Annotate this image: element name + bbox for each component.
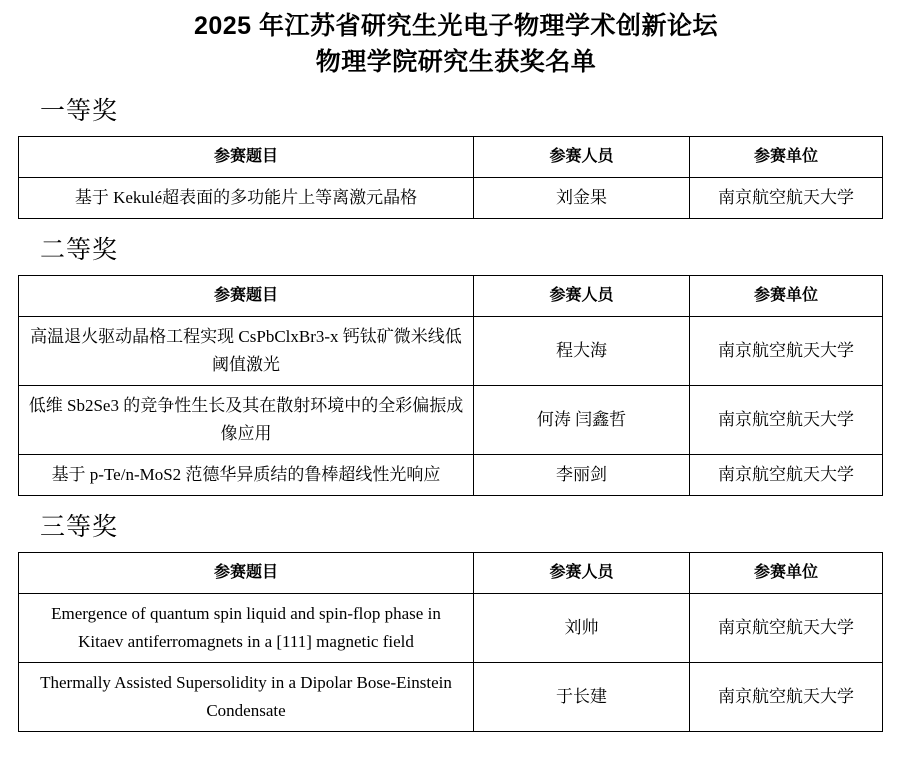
table-header-row xyxy=(19,276,883,317)
column-header-unit: 参赛单位 xyxy=(690,553,883,594)
table-header-row xyxy=(19,137,883,178)
cell-person: 李丽剑 xyxy=(474,455,690,496)
column-header-title: 参赛题目 xyxy=(19,276,474,317)
table-header-row xyxy=(19,553,883,594)
award-table-second-prize xyxy=(18,275,883,496)
table-wrapper-second-prize xyxy=(18,275,894,496)
column-header-title: 参赛题目 xyxy=(19,137,474,178)
award-table-third-prize xyxy=(18,552,883,732)
table-row xyxy=(19,317,883,386)
cell-unit: 南京航空航天大学 xyxy=(690,455,883,496)
cell-person: 于长建 xyxy=(474,663,690,732)
cell-unit: 南京航空航天大学 xyxy=(690,178,883,219)
cell-person: 程大海 xyxy=(474,317,690,386)
cell-person: 何涛 闫鑫哲 xyxy=(474,386,690,455)
cell-title: 低维 Sb2Se3 的竞争性生长及其在散射环境中的全彩偏振成像应用 xyxy=(19,386,474,455)
cell-person: 刘帅 xyxy=(474,594,690,663)
page-title-line-1: 2025 年江苏省研究生光电子物理学术创新论坛 xyxy=(193,12,719,40)
cell-unit: 南京航空航天大学 xyxy=(690,663,883,732)
table-wrapper-third-prize xyxy=(18,552,894,732)
table-row xyxy=(19,663,883,732)
cell-unit: 南京航空航天大学 xyxy=(690,386,883,455)
cell-title: Emergence of quantum spin liquid and spin-flop phase in Kitaev antiferromagnets in a [111] magnetic field xyxy=(19,594,474,663)
column-header-unit: 参赛单位 xyxy=(690,137,883,178)
cell-title: 基于 p-Te/n-MoS2 范德华异质结的鲁棒超线性光响应 xyxy=(19,455,474,496)
column-header-title: 参赛题目 xyxy=(19,553,474,594)
column-header-person: 参赛人员 xyxy=(474,553,690,594)
cell-unit: 南京航空航天大学 xyxy=(690,594,883,663)
cell-title: 基于 Kekulé超表面的多功能片上等离激元晶格 xyxy=(19,178,474,219)
table-wrapper-first-prize xyxy=(18,136,894,219)
column-header-unit: 参赛单位 xyxy=(690,276,883,317)
section-heading-second-prize: 二等奖 xyxy=(40,236,119,264)
award-table-first-prize xyxy=(18,136,883,219)
table-row xyxy=(19,386,883,455)
section-heading-third-prize: 三等奖 xyxy=(40,513,119,541)
cell-title: Thermally Assisted Supersolidity in a Dipolar Bose-Einstein Condensate xyxy=(19,663,474,732)
table-row xyxy=(19,178,883,219)
cell-title: 高温退火驱动晶格工程实现 CsPbClxBr3-x 钙钛矿微米线低阈值激光 xyxy=(19,317,474,386)
cell-unit: 南京航空航天大学 xyxy=(690,317,883,386)
page-title-line-2: 物理学院研究生获奖名单 xyxy=(315,48,597,76)
table-row xyxy=(19,594,883,663)
cell-person: 刘金果 xyxy=(474,178,690,219)
table-row xyxy=(19,455,883,496)
section-heading-first-prize: 一等奖 xyxy=(40,97,119,125)
page-title xyxy=(18,8,894,80)
column-header-person: 参赛人员 xyxy=(474,276,690,317)
column-header-person: 参赛人员 xyxy=(474,137,690,178)
